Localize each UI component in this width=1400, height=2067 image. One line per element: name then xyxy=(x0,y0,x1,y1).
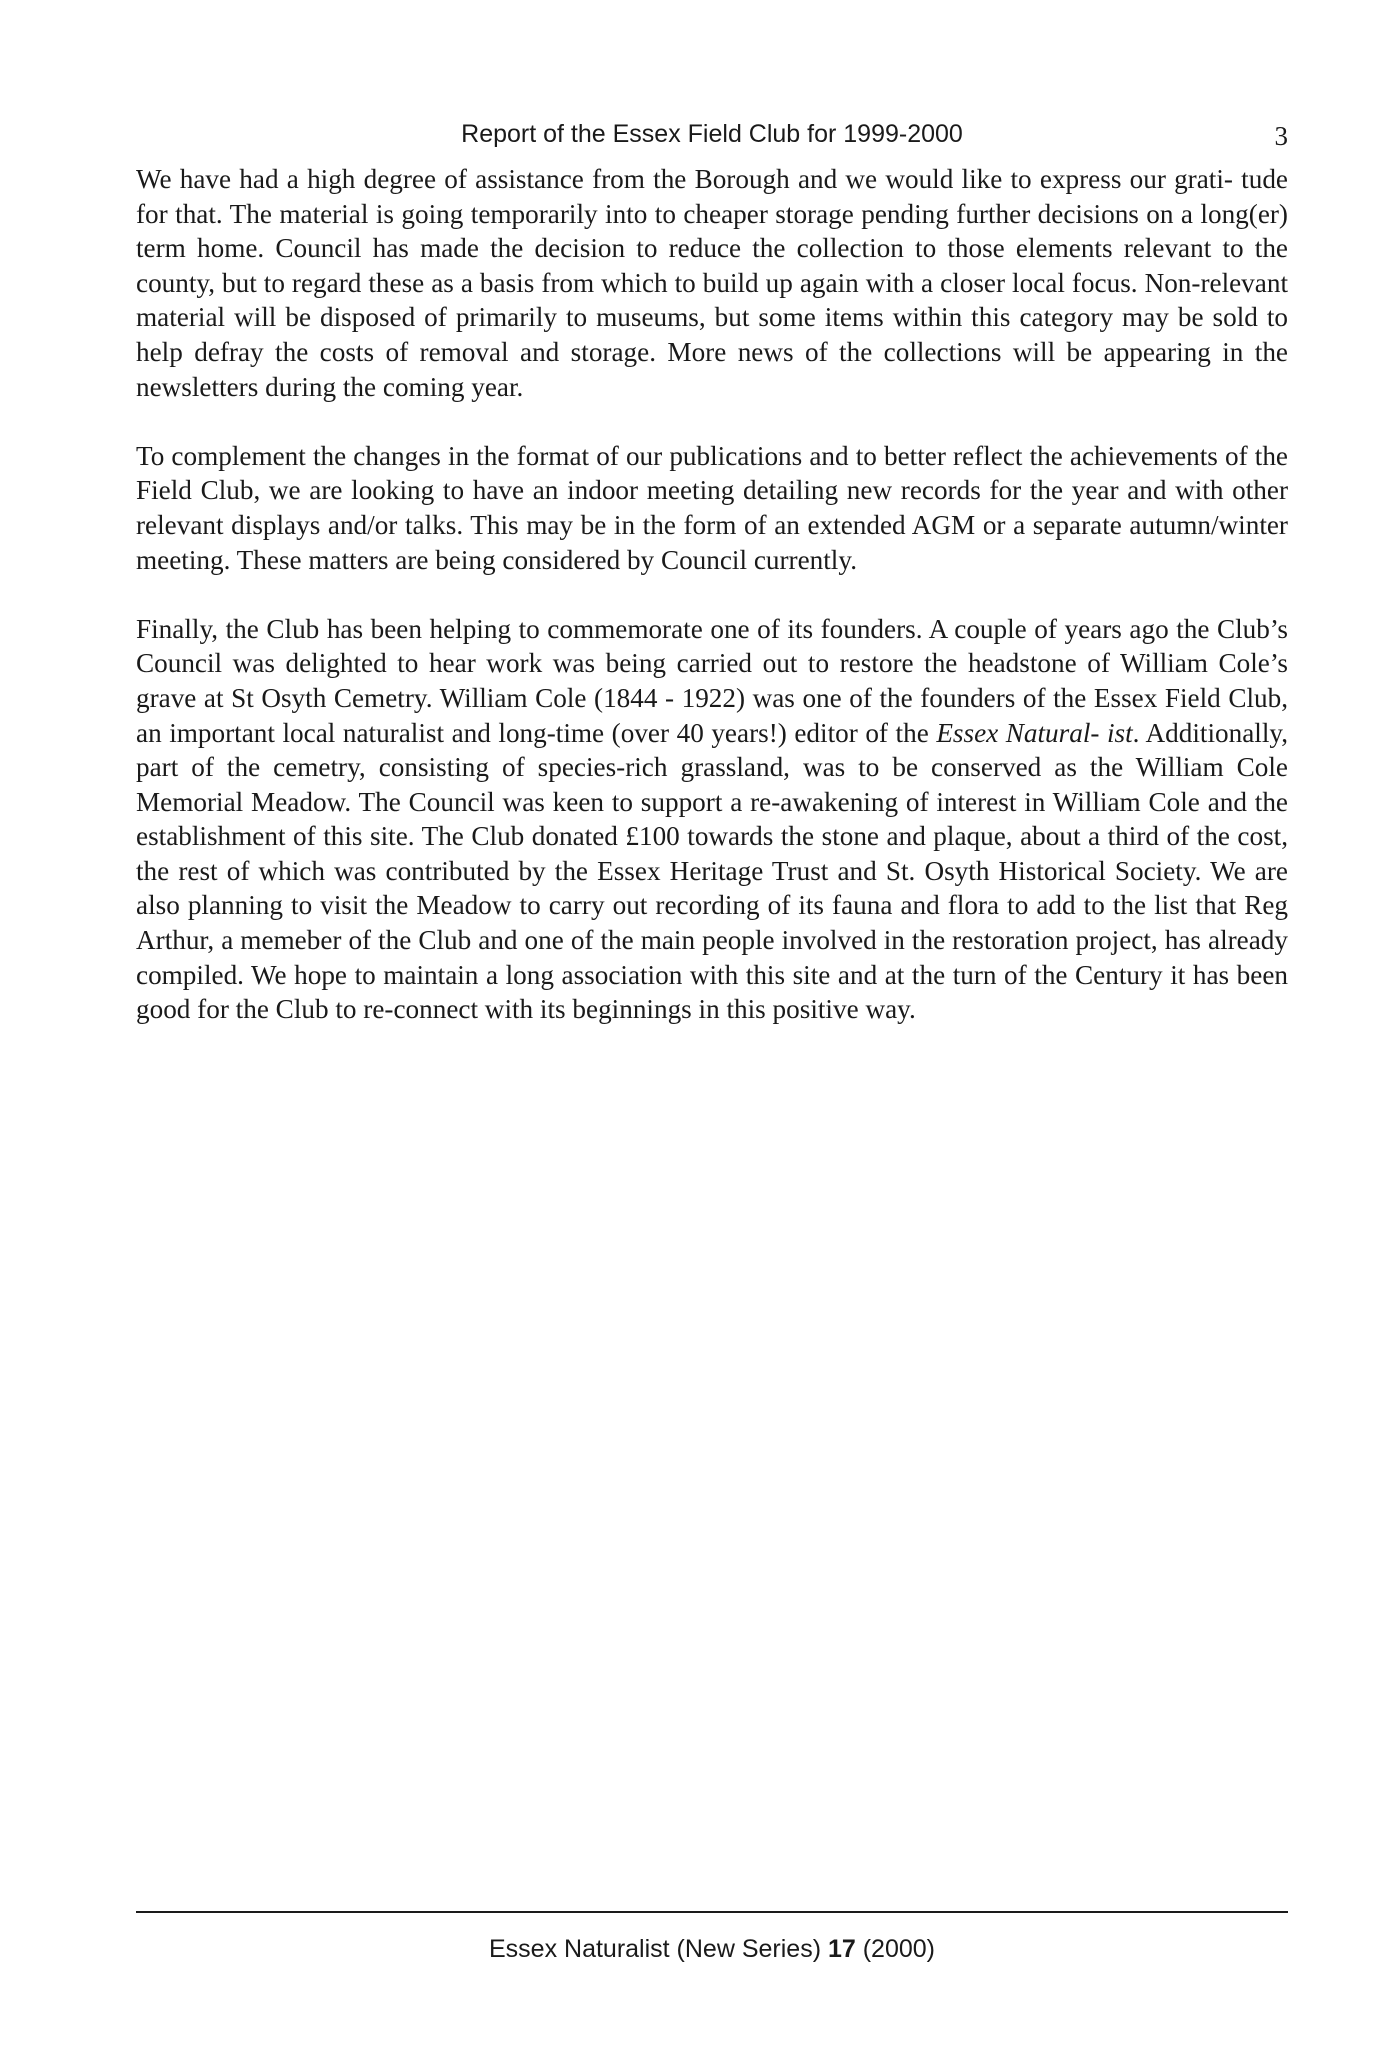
page-number: 3 xyxy=(1274,121,1288,151)
page-footer xyxy=(136,1931,1288,1967)
article-body xyxy=(136,162,1288,1027)
footer-volume: 17 xyxy=(827,1935,856,1963)
paragraph-indoor-meeting: To complement the changes in the format of our publications and to better reflect the achievements of the Field Club, we are looking to have an indoor meeting detailing new records for the year and with other relevant displays and/or talks. This may be in the form of an extended AGM or a separate autumn/winter meeting. These matters are being considered by Council currently. xyxy=(136,440,1288,575)
paragraph-william-cole-part-2: . Additionally, part of the cemetry, consisting of species-rich grassland, was to be conserved as the William Cole Memorial Meadow. The Council was keen to support a re-awakening of interest in William Cole and the establishment of this site. The Club donated £100 towards the stone and plaque, about a third of the cost, the rest of which was contributed by the Essex Heritage Trust and St. Osyth Historical Society. We are also planning to visit the Meadow to carry out recording of its fauna and flora to add to the list that Reg Arthur, a memeber of the Club and one of the main people involved in the restoration project, has already compiled. We hope to maintain a long association with this site and at the turn of the Century it has been good for the Club to re-connect with its beginnings in this positive way. xyxy=(136,717,1288,1025)
paragraph-collections: We have had a high degree of assistance from the Borough and we would like to express our grati- tude for that. The material is going temporarily into to cheaper storage pending further decisions on a long(er) term home. Council has made the decision to reduce the collection to those elements relevant to the county, but to regard these as a basis from which to build up again with a closer local focus. Non-relevant material will be disposed of primarily to museums, but some items within this category may be sold to help defray the costs of removal and storage. More news of the collections will be appearing in the newsletters during the coming year. xyxy=(136,164,1288,402)
running-title: Report of the Essex Field Club for 1999-2000 xyxy=(461,120,963,148)
paragraph-william-cole-part-1: Finally, the Club has been helping to commemorate one of its founders. A couple of years ago the Club’s Council was delighted to hear work was being carried out to restore the headstone of William Cole’s grave at St Osyth Cemetry. William Cole (1844 - 1922) was one of the founders of the Essex Field Club, an important local naturalist and long-time (over 40 years!) editor of the xyxy=(136,613,1288,748)
paragraph-william-cole xyxy=(136,612,1288,1027)
running-header xyxy=(136,116,1288,152)
footer-divider xyxy=(136,1911,1288,1913)
footer-journal-name: Essex Naturalist (New Series) xyxy=(488,1935,822,1963)
journal-title-italic: Essex Natural- ist xyxy=(936,717,1133,748)
footer-year: (2000) xyxy=(862,1935,935,1963)
